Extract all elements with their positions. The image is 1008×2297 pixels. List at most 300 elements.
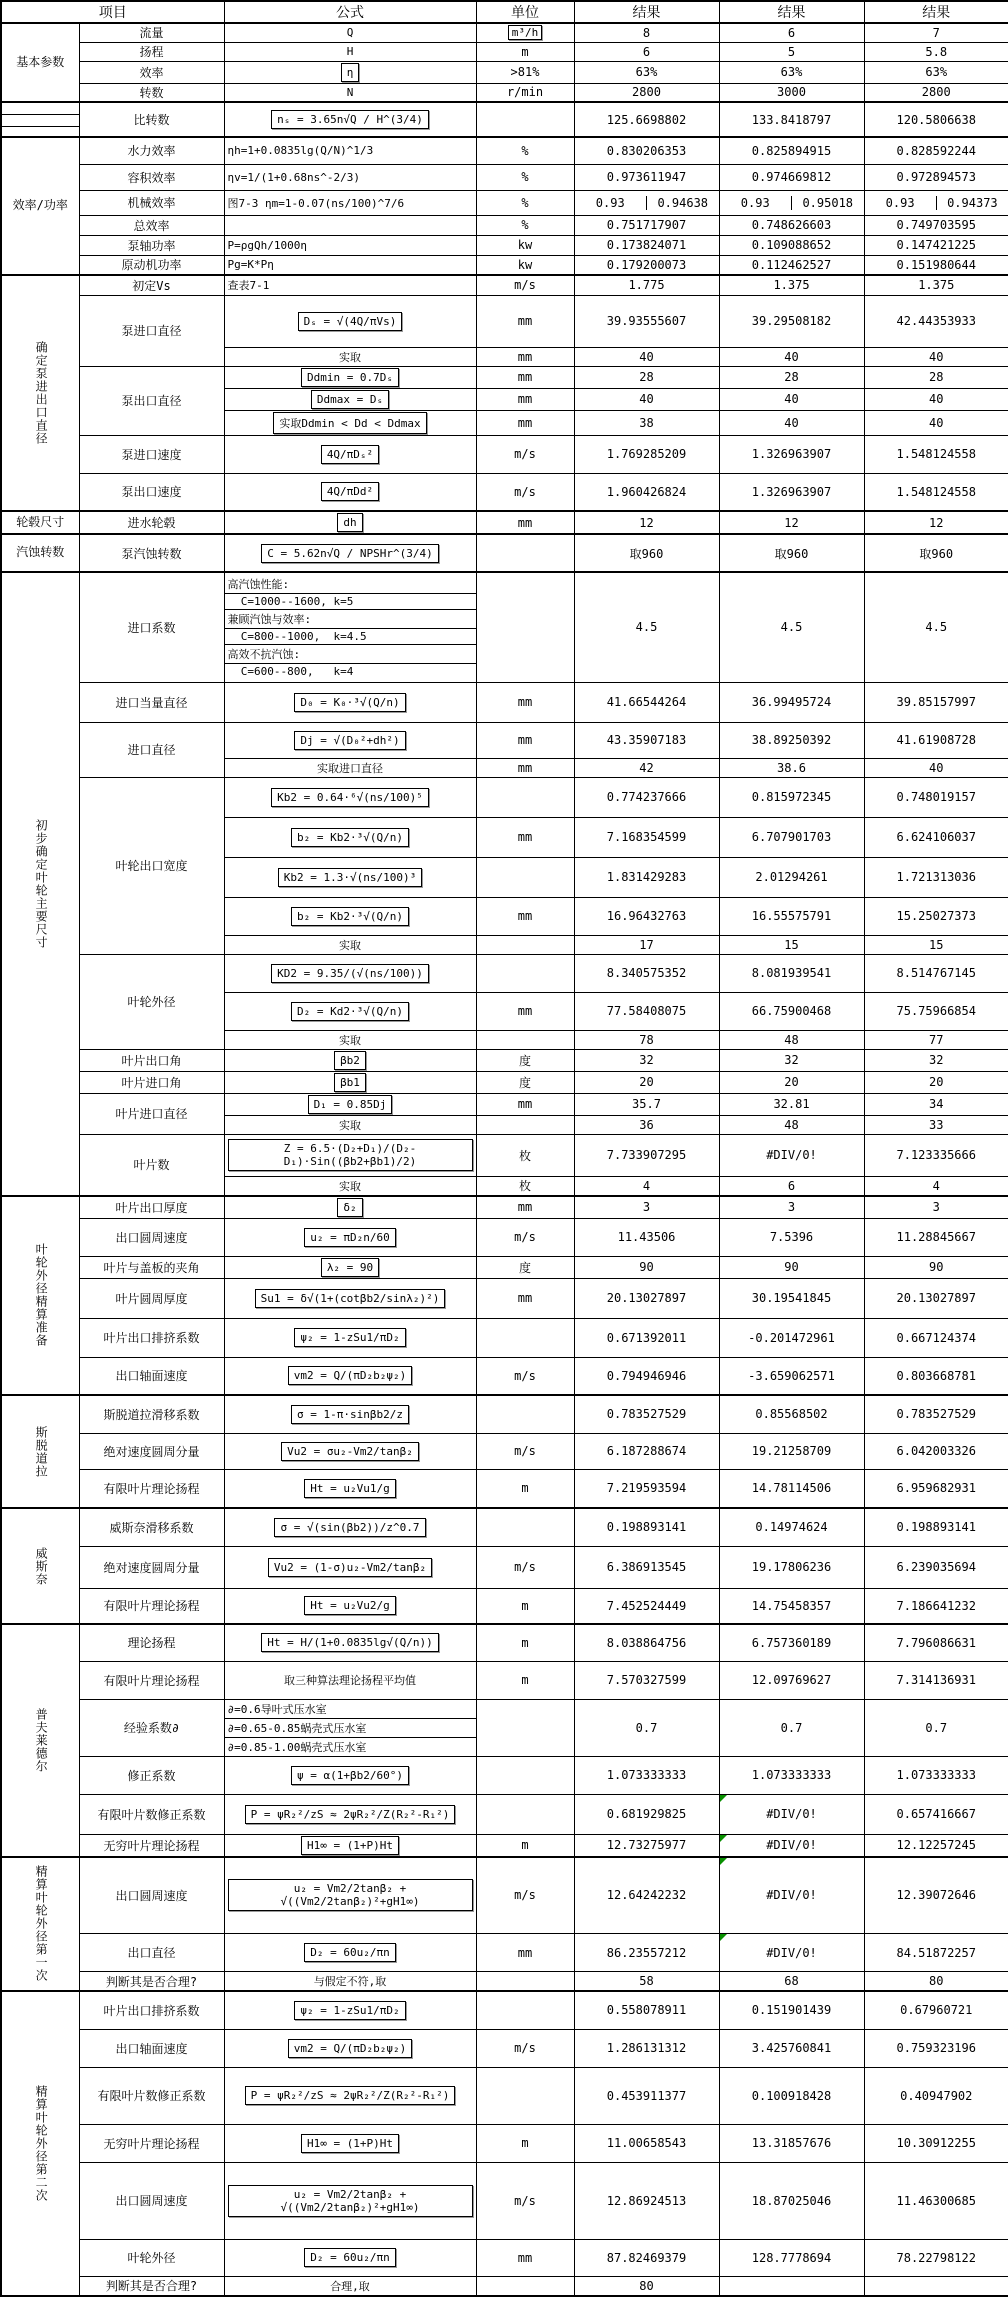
cell-unit: kw (476, 235, 574, 255)
cell-unit: 枚 (476, 1134, 574, 1176)
cell-item: 判断其是否合理? (79, 2276, 224, 2296)
cell-result-3: 0.40947902 (864, 2067, 1008, 2124)
cell-result-2: 0.974669812 (719, 164, 864, 190)
cell-formula (224, 682, 476, 722)
cell-result-3: 2800 (864, 83, 1008, 102)
category-label: 效率/功率 (2, 199, 79, 213)
cell-formula (224, 215, 476, 235)
cell-formula (224, 410, 476, 435)
formula-box: D₂ = 60u₂/πn (304, 1943, 395, 1962)
cell-result-2: 1.326963907 (719, 435, 864, 473)
cell-result-3: 0.828592244 (864, 137, 1008, 164)
table-row (1, 572, 1008, 682)
error-flag-icon (720, 1934, 727, 1941)
table-row (1, 295, 1008, 347)
cell-result-3 (864, 190, 1008, 215)
cell-result-3: 7.123335666 (864, 1134, 1008, 1176)
cell-formula: 实取 (224, 1030, 476, 1049)
cell-result-3: 75.75966854 (864, 992, 1008, 1030)
table-row (1, 1699, 1008, 1756)
cell-unit (476, 1115, 574, 1134)
cell-result-1: 0.179200073 (574, 255, 719, 275)
header-result-3: 结果 (864, 1, 1008, 23)
table-row (1, 1278, 1008, 1318)
category-label: 确定泵进出口直径 (33, 341, 47, 445)
table-row (1, 83, 1008, 102)
table-row (1, 1357, 1008, 1395)
formula-box: 4Q/πDd² (321, 482, 379, 501)
formula-box: D₀ = K₀·³√(Q/n) (294, 693, 405, 712)
formula-box: H1∞ = (1+P)Ht (301, 1836, 399, 1855)
cell-result-2: 8.081939541 (719, 954, 864, 992)
cell-result-3: 12 (864, 511, 1008, 534)
cell-formula: H (224, 42, 476, 61)
cell-formula (224, 1196, 476, 1219)
cell-result-2: -3.659062571 (719, 1357, 864, 1395)
table-row (1, 954, 1008, 992)
cell-result-2: 0.815972345 (719, 777, 864, 817)
cell-result-3: 41.61908728 (864, 722, 1008, 758)
cell-formula (224, 777, 476, 817)
table-row (1, 1049, 1008, 1071)
cell-unit: mm (476, 1093, 574, 1115)
cell-unit: mm (476, 295, 574, 347)
table-row (1, 1134, 1008, 1176)
cell-result-2: 32 (719, 1049, 864, 1071)
cell-formula: 与假定不符,取 (224, 1972, 476, 1992)
cell-unit (476, 2276, 574, 2296)
table-row (1, 1934, 1008, 1972)
cell-formula (224, 1991, 476, 2029)
table-row (1, 42, 1008, 61)
formula-box: D₂ = 60u₂/πn (304, 2248, 395, 2267)
cell-unit: mm (476, 2239, 574, 2276)
cell-unit: r/min (476, 83, 574, 102)
cell-formula (224, 366, 476, 388)
table-row (1, 2239, 1008, 2276)
cell-item: 斯脱道拉滑移系数 (79, 1395, 224, 1433)
cell-unit: m/s (476, 473, 574, 511)
cell-result-3: 取960 (864, 534, 1008, 572)
cell-result-1: 12.73275977 (574, 1834, 719, 1857)
cell-item: 叶轮出口宽度 (79, 777, 224, 954)
cell-unit (476, 2067, 574, 2124)
cell-formula: 实取 (224, 1115, 476, 1134)
error-flag-icon (720, 1835, 727, 1842)
cell-result-2 (719, 2276, 864, 2296)
cell-item: 有限叶片数修正系数 (79, 1794, 224, 1834)
cell-formula: 取三种算法理论扬程平均值 (224, 1661, 476, 1699)
cell-unit: m/s (476, 1857, 574, 1934)
cell-item: 水力效率 (79, 137, 224, 164)
formula-box: ψ = α(1+βb2/60°) (291, 1766, 409, 1785)
cell-result-1: 11.00658543 (574, 2124, 719, 2162)
cell-formula: ηh=1+0.0835lg(Q/N)^1/3 (224, 137, 476, 164)
cell-result-1: 1.831429283 (574, 857, 719, 897)
formula-box: 实取Ddmin < Dd < Ddmax (273, 412, 426, 434)
cell-result-3: 6.042003326 (864, 1433, 1008, 1469)
cell-formula: 查表7-1 (224, 275, 476, 295)
formula-box: b₂ = Kb2·³√(Q/n) (291, 907, 409, 926)
formula-line: ∂=0.85-1.00蜗壳式压水室 (225, 1738, 476, 1756)
cell-result-3: 0.147421225 (864, 235, 1008, 255)
cell-formula: Q (224, 23, 476, 42)
cell-unit (476, 1756, 574, 1794)
cell-result-2 (719, 190, 864, 215)
cell-result-2: -0.201472961 (719, 1318, 864, 1357)
cell-formula: 实取 (224, 1176, 476, 1196)
cell-result-2: 18.87025046 (719, 2162, 864, 2239)
split-value: 0.94638 (647, 196, 719, 210)
cell-category (1, 1857, 79, 1992)
cell-item: 叶片进口直径 (79, 1093, 224, 1134)
cell-result-3: 8.514767145 (864, 954, 1008, 992)
formula-box: Ht = H/(1+0.0835lg√(Q/n)) (261, 1633, 439, 1652)
cell-category (1, 572, 79, 1196)
cell-item: 泵进口速度 (79, 435, 224, 473)
table-row (1, 1196, 1008, 1219)
cell-result-2: 40 (719, 347, 864, 366)
cell-formula: 图7-3 ηm=1-0.07(ns/100)^7/6 (224, 190, 476, 215)
cell-item: 进口系数 (79, 572, 224, 682)
category-label: 汽蚀转数 (2, 546, 79, 560)
cell-formula (224, 435, 476, 473)
cell-result-3: 20.13027897 (864, 1278, 1008, 1318)
cell-unit: mm (476, 347, 574, 366)
cell-result-2: 12.09769627 (719, 1661, 864, 1699)
cell-unit (476, 1318, 574, 1357)
cell-result-1: 28 (574, 366, 719, 388)
cell-result-3: 40 (864, 758, 1008, 777)
table-row (1, 777, 1008, 817)
formula-line: 兼顾汽蚀与效率: (225, 610, 476, 629)
cell-result-1: 0.751717907 (574, 215, 719, 235)
cell-formula (224, 1433, 476, 1469)
formula-box: Z = 6.5·(D₂+D₁)/(D₂-D₁)·Sin((βb2+βb1)/2) (228, 1139, 473, 1171)
cell-result-3: 40 (864, 388, 1008, 410)
cell-category (1, 1624, 79, 1857)
cell-result-1: 6 (574, 42, 719, 61)
cell-result-1: 80 (574, 2276, 719, 2296)
cell-formula (224, 61, 476, 83)
cell-unit: m/s (476, 1433, 574, 1469)
cell-result-1: 8.038864756 (574, 1624, 719, 1661)
cell-formula (224, 388, 476, 410)
cell-result-2: 68 (719, 1972, 864, 1992)
cell-result-2: 16.55575791 (719, 897, 864, 935)
cell-result-1: 3 (574, 1196, 719, 1219)
cell-result-3: 32 (864, 1049, 1008, 1071)
table-row (1, 511, 1008, 534)
cell-category (1, 23, 79, 102)
cell-result-2: 48 (719, 1030, 864, 1049)
cell-unit (476, 1508, 574, 1546)
formula-box: Kb2 = 1.3·√(ns/100)³ (278, 868, 422, 887)
cell-result-3: 0.667124374 (864, 1318, 1008, 1357)
cell-item: 威斯奈滑移系数 (79, 1508, 224, 1546)
cell-result-1: 90 (574, 1256, 719, 1278)
cell-formula (224, 2029, 476, 2067)
cell-result-1: 7.452524449 (574, 1588, 719, 1624)
cell-formula (224, 1857, 476, 1934)
cell-formula (224, 1546, 476, 1588)
cell-result-3: 77 (864, 1030, 1008, 1049)
formula-box: H1∞ = (1+P)Ht (301, 2134, 399, 2153)
cell-result-3: 6.239035694 (864, 1546, 1008, 1588)
formula-box: u₂ = πD₂n/60 (304, 1228, 395, 1247)
cell-item: 叶片出口排挤系数 (79, 1991, 224, 2029)
formula-box: Vu2 = σu₂-Vm2/tanβ₂ (281, 1442, 419, 1461)
cell-item: 叶片与盖板的夹角 (79, 1256, 224, 1278)
cell-formula (224, 1071, 476, 1093)
cell-item: 泵汽蚀转数 (79, 534, 224, 572)
cell-item: 原动机功率 (79, 255, 224, 275)
cell-result-2: 6 (719, 1176, 864, 1196)
table-row (1, 1857, 1008, 1934)
cell-formula (224, 2124, 476, 2162)
cell-result-3: 1.721313036 (864, 857, 1008, 897)
cell-unit: m/s (476, 2162, 574, 2239)
cell-result-2: #DIV/0! (719, 1834, 864, 1857)
table-row (1, 2067, 1008, 2124)
split-value: 0.95018 (792, 196, 864, 210)
formula-line: ∂=0.6导叶式压水室 (225, 1700, 476, 1719)
cell-formula (224, 1508, 476, 1546)
cell-result-1: 0.830206353 (574, 137, 719, 164)
formula-box: Kb2 = 0.64·⁶√(ns/100)⁵ (271, 788, 429, 807)
formula-box: Ht = u₂Vu1/g (304, 1479, 395, 1498)
cell-unit: 度 (476, 1071, 574, 1093)
cell-unit: mm (476, 817, 574, 857)
cell-result-3: 11.28845667 (864, 1218, 1008, 1256)
cell-result-1: 17 (574, 935, 719, 954)
cell-result-3: 15 (864, 935, 1008, 954)
cell-unit (476, 1794, 574, 1834)
cell-formula: ηv=1/(1+0.68ns^-2/3) (224, 164, 476, 190)
cell-unit: mm (476, 511, 574, 534)
cell-result-1: 12 (574, 511, 719, 534)
formula-box: KD2 = 9.35/(√(ns/100)) (271, 964, 429, 983)
cell-unit: mm (476, 758, 574, 777)
cell-unit: mm (476, 1196, 574, 1219)
cell-result-3: 120.5806638 (864, 102, 1008, 137)
cell-formula (224, 897, 476, 935)
formula-box: Dₛ = √(4Q/πVs) (298, 312, 403, 331)
formula-box: ψ₂ = 1-zSu1/πD₂ (294, 1328, 405, 1347)
cell-result-3: 0.151980644 (864, 255, 1008, 275)
cell-result-1: 35.7 (574, 1093, 719, 1115)
formula-box: Vu2 = (1-σ)u₂-Vm2/tanβ₂ (268, 1558, 432, 1577)
cell-category (1, 1508, 79, 1624)
cell-result-2: 39.29508182 (719, 295, 864, 347)
cell-formula: P=ρgQh/1000η (224, 235, 476, 255)
cell-formula (224, 1318, 476, 1357)
cell-item: 有限叶片理论扬程 (79, 1661, 224, 1699)
table-row (1, 1256, 1008, 1278)
cell-category (1, 1196, 79, 1396)
formula-box: dh (337, 513, 362, 532)
table-row (1, 366, 1008, 388)
cell-formula (224, 102, 476, 137)
cell-result-2: 12 (719, 511, 864, 534)
cell-result-3: 15.25027373 (864, 897, 1008, 935)
cell-formula (224, 2067, 476, 2124)
formula-box: b₂ = Kb2·³√(Q/n) (291, 828, 409, 847)
cell-unit (476, 102, 574, 137)
cell-result-3: 1.548124558 (864, 435, 1008, 473)
formula-box: λ₂ = 90 (321, 1258, 379, 1277)
cell-item: 进口直径 (79, 722, 224, 777)
cell-unit: m/s (476, 275, 574, 295)
cell-item: 进水轮毂 (79, 511, 224, 534)
cell-result-2: 2.01294261 (719, 857, 864, 897)
cell-result-3: 1.073333333 (864, 1756, 1008, 1794)
table-row (1, 682, 1008, 722)
cell-result-2: 48 (719, 1115, 864, 1134)
cell-formula: 实取 (224, 347, 476, 366)
cell-result-1: 0.973611947 (574, 164, 719, 190)
cell-item: 叶片数 (79, 1134, 224, 1196)
formula-line: C=1000--1600, k=5 (225, 594, 476, 610)
table-body (1, 23, 1008, 2296)
cell-result-1: 12.86924513 (574, 2162, 719, 2239)
cell-result-2: 19.21258709 (719, 1433, 864, 1469)
table-row (1, 1972, 1008, 1992)
table-row (1, 61, 1008, 83)
cell-unit: mm (476, 992, 574, 1030)
cell-result-1: 38 (574, 410, 719, 435)
cell-formula (224, 511, 476, 534)
cell-item: 出口圆周速度 (79, 2162, 224, 2239)
category-label: 初步确定叶轮主要尺寸 (33, 819, 47, 949)
cell-item: 泵轴功率 (79, 235, 224, 255)
cell-unit: mm (476, 682, 574, 722)
cell-result-3: 39.85157997 (864, 682, 1008, 722)
cell-result-2: 3 (719, 1196, 864, 1219)
cell-unit (476, 1991, 574, 2029)
formula-box: Ddmax = Dₛ (311, 390, 389, 409)
cell-result-2: 38.6 (719, 758, 864, 777)
split-cell (865, 196, 1008, 210)
cell-category (1, 102, 79, 137)
category-label: 威斯奈 (33, 1547, 47, 1586)
cell-formula (224, 1357, 476, 1395)
cell-result-2: 63% (719, 61, 864, 83)
cell-item: 总效率 (79, 215, 224, 235)
cell-unit (476, 857, 574, 897)
cell-formula (224, 1469, 476, 1508)
cell-item: 转数 (79, 83, 224, 102)
category-label: 精算叶轮外径第一次 (33, 1865, 47, 1982)
formula-box: u₂ = Vm2/2tanβ₂ + √((Vm2/2tanβ₂)²+gH1∞) (228, 1879, 473, 1911)
formula-box: Su1 = δ√(1+(cotβb2/sinλ₂)²) (255, 1289, 446, 1308)
cell-result-3: 0.198893141 (864, 1508, 1008, 1546)
cell-unit: m/s (476, 435, 574, 473)
category-label: 斯脱道拉 (33, 1426, 47, 1478)
cell-result-3: 42.44353933 (864, 295, 1008, 347)
cell-unit (476, 572, 574, 682)
category-label: 轮毂尺寸 (2, 516, 79, 530)
formula-box: D₂ = Kd2·³√(Q/n) (291, 1002, 409, 1021)
cell-result-3: 84.51872257 (864, 1934, 1008, 1972)
cell-unit: kw (476, 255, 574, 275)
cell-result-1: 0.198893141 (574, 1508, 719, 1546)
cell-unit (476, 1395, 574, 1433)
header-formula: 公式 (224, 1, 476, 23)
cell-result-2: 5 (719, 42, 864, 61)
cell-formula (224, 2162, 476, 2239)
error-flag-icon (720, 1858, 727, 1865)
cell-result-2: 40 (719, 388, 864, 410)
table-row (1, 1433, 1008, 1469)
cell-result-1: 40 (574, 347, 719, 366)
formula-box: D₁ = 0.85Dj (308, 1095, 393, 1114)
cell-item: 经验系数∂ (79, 1699, 224, 1756)
cell-result-2: 28 (719, 366, 864, 388)
cell-item: 初定Vs (79, 275, 224, 295)
header-unit: 单位 (476, 1, 574, 23)
split-value: 0.93 (575, 196, 648, 210)
cell-formula (224, 1395, 476, 1433)
unit-box: m³/h (508, 25, 543, 40)
cell-result-3: 5.8 (864, 42, 1008, 61)
cell-result-2: 3.425760841 (719, 2029, 864, 2067)
cell-result-1: 63% (574, 61, 719, 83)
cell-result-2: #DIV/0! (719, 1134, 864, 1176)
cell-result-3: 78.22798122 (864, 2239, 1008, 2276)
cell-result-3: 12.12257245 (864, 1834, 1008, 1857)
cell-unit: % (476, 164, 574, 190)
cell-item: 有限叶片理论扬程 (79, 1588, 224, 1624)
cell-item: 叶轮外径 (79, 954, 224, 1049)
cell-formula: 实取进口直径 (224, 758, 476, 777)
cell-unit: % (476, 137, 574, 164)
cell-result-1: 41.66544264 (574, 682, 719, 722)
formula-box: nₛ = 3.65n√Q / H^(3/4) (271, 110, 429, 129)
cell-item: 有限叶片数修正系数 (79, 2067, 224, 2124)
cell-unit (476, 534, 574, 572)
cell-result-3: 0.67960721 (864, 1991, 1008, 2029)
category-label: 叶轮外径精算准备 (33, 1243, 47, 1347)
cell-item: 无穷叶片理论扬程 (79, 2124, 224, 2162)
formula-box: σ = √(sin(βb2))/z^0.7 (274, 1518, 425, 1537)
cell-unit (476, 954, 574, 992)
cell-result-2: 0.112462527 (719, 255, 864, 275)
cell-unit: m (476, 1588, 574, 1624)
cell-formula (224, 857, 476, 897)
cell-result-1: 0.671392011 (574, 1318, 719, 1357)
cell-result-1: 86.23557212 (574, 1934, 719, 1972)
table-row (1, 2276, 1008, 2296)
cell-result-2: 4.5 (719, 572, 864, 682)
cell-result-2: 1.326963907 (719, 473, 864, 511)
category-label: 基本参数 (2, 56, 79, 70)
cell-unit: mm (476, 1278, 574, 1318)
formula-box: 4Q/πDₛ² (321, 445, 379, 464)
cell-result-1: 42 (574, 758, 719, 777)
cell-result-1: 2800 (574, 83, 719, 102)
cell-result-3: 0.972894573 (864, 164, 1008, 190)
cell-result-3: 12.39072646 (864, 1857, 1008, 1934)
cell-result-2: 6.757360189 (719, 1624, 864, 1661)
cell-result-3: 0.749703595 (864, 215, 1008, 235)
cell-unit (476, 1030, 574, 1049)
cell-item: 泵出口直径 (79, 366, 224, 435)
cell-result-2: 1.073333333 (719, 1756, 864, 1794)
cell-result-1: 1.073333333 (574, 1756, 719, 1794)
cell-result-3: 0.759323196 (864, 2029, 1008, 2067)
cell-unit: 枚 (476, 1176, 574, 1196)
